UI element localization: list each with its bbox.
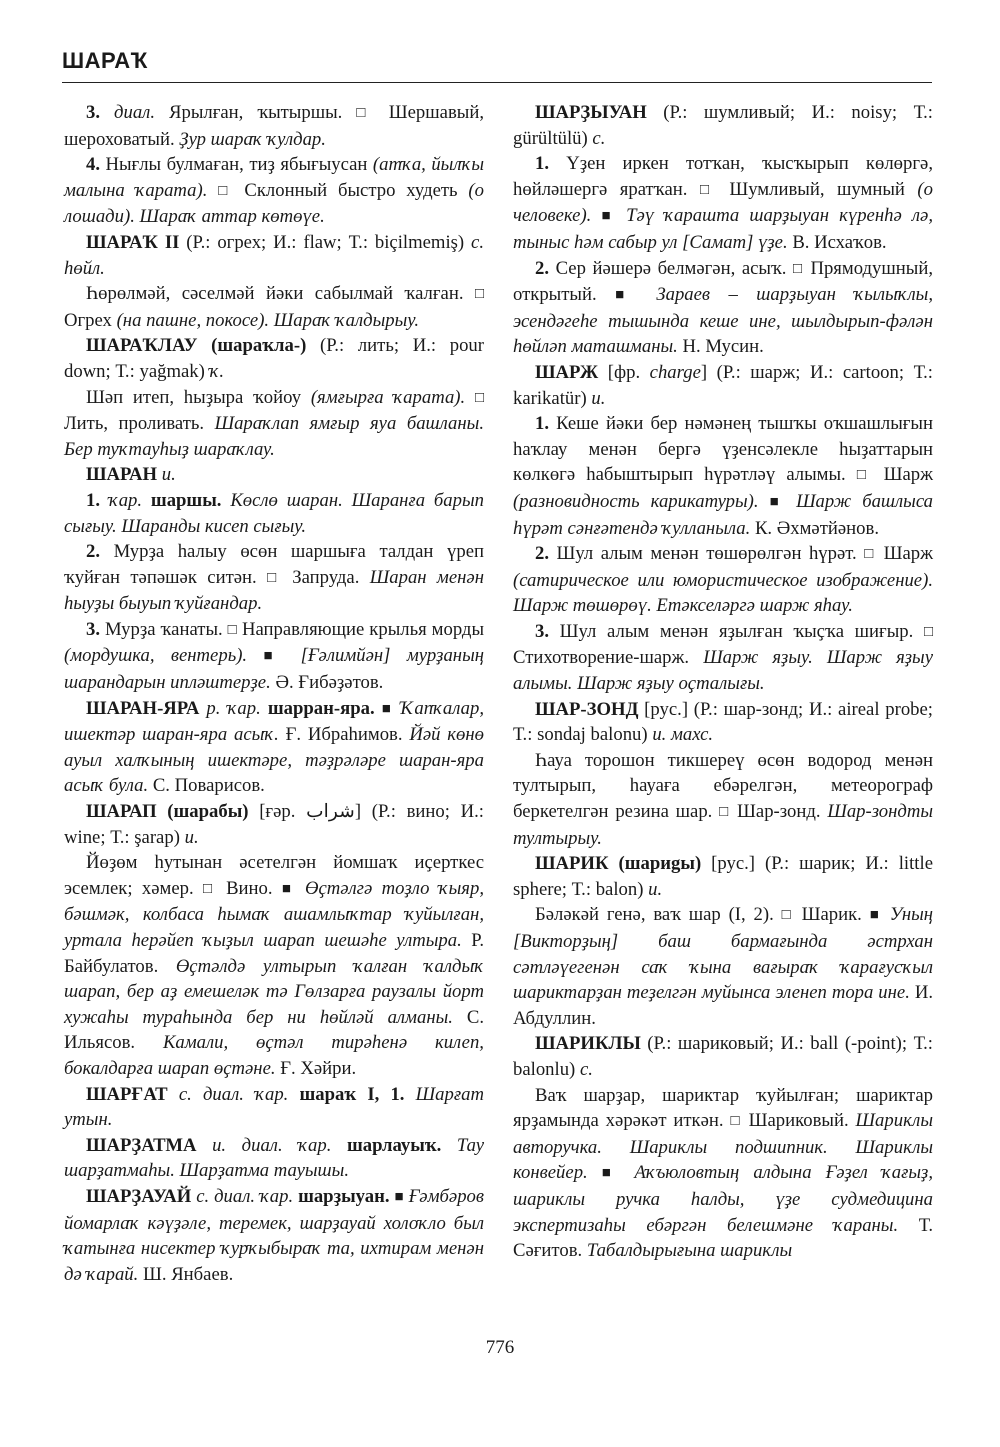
dictionary-paragraph: [64, 799, 484, 850]
body-text: С. Поварисов.: [152, 775, 265, 797]
body-text: (Р.: лить; И.: pour down; Т.: yağmak): [64, 335, 484, 382]
italic-text: и.: [184, 826, 199, 848]
body-text: (Р.: шариковый; И.: ball (-point); Т.: balonlu): [513, 1033, 933, 1080]
body-text: Лить, проливать.: [64, 413, 215, 435]
right-column: [513, 100, 933, 1264]
marker-symbol: ■: [263, 648, 285, 665]
italic-text: (о лошади). Шараҡ аттар көтөүе.: [64, 179, 484, 228]
italic-text: и.: [157, 464, 176, 486]
marker-symbol: □: [474, 389, 484, 406]
dictionary-paragraph: [64, 333, 484, 384]
dictionary-paragraph: [64, 539, 484, 617]
marker-symbol: ■: [615, 287, 638, 304]
dictionary-paragraph: [64, 696, 484, 799]
marker-symbol: □: [218, 182, 234, 199]
italic-text: Йәй көнө ауыл халҡының ишектәре, тәҙрәләре шаран-яра асыҡ була.: [64, 724, 484, 797]
dictionary-paragraph: [513, 541, 933, 619]
headword-text: 3.: [535, 620, 550, 642]
dictionary-paragraph: [64, 100, 484, 152]
dictionary-paragraph: [64, 152, 484, 230]
headword-text: 3.: [86, 618, 101, 640]
headword-text: ШАРҘАУАЙ: [86, 1185, 192, 1207]
headword-text: ШАРҘЫУАН: [535, 102, 647, 123]
body-text: Шариковый.: [741, 1110, 856, 1132]
dictionary-paragraph: [513, 902, 933, 1031]
body-text: Үҙен иркен тотҡан, ҡысҡырып көлөргә, һөйләшергә яратҡан.: [513, 153, 933, 200]
dictionary-paragraph: [513, 411, 933, 541]
italic-text: диал.: [100, 102, 170, 123]
headword-text: 1.: [535, 413, 550, 435]
body-text: [рус.] (Р.: шар-зонд; И.: aireal probe; Т.: sondaj balonu): [513, 698, 933, 746]
italic-text: Аҡъюловтың алдына Ғәҙел ҡағыҙ, шариклы ручка һалды, үҙе судмедицина экспертизаһы ебәргән белешмәне ҡараны.: [513, 1162, 933, 1236]
dictionary-paragraph: [64, 1082, 484, 1133]
dictionary-paragraph: [64, 385, 484, 463]
headword-text: ШАРҒАТ: [86, 1083, 168, 1105]
body-text: [рус.] (Р.: шарик; И.: little sphere; Т.: balon): [513, 853, 933, 900]
body-text: Йөҙөм һутынан әсетелгән йомшаҡ иҫерткес эсемлек; хәмер.: [64, 852, 484, 899]
body-text: Ә. Ғибәҙәтов.: [275, 672, 384, 694]
headword-text: 2.: [535, 543, 550, 565]
headword-text: ШАРҘАТМА: [86, 1134, 197, 1156]
body-text: ] (Р.: шарж; И.: cartoon; Т.: karikatür): [513, 361, 933, 409]
header-headword: ШАРАҠ: [62, 48, 148, 73]
dictionary-paragraph: [64, 281, 484, 333]
headword-text: шарран-яра.: [267, 697, 382, 719]
italic-text: Тәү ҡарашта шарҙыуан күренһә лә, тыныс һәм сабыр ул [Самат] үҙе.: [513, 205, 933, 253]
italic-text: Шарғат утын.: [64, 1083, 484, 1131]
body-text: Склонный быстро худеть: [233, 179, 469, 201]
italic-text: (ямғырға ҡарата).: [310, 386, 475, 408]
body-text: [ғәр. شراب] (Р.: вино; И.: wine; Т.: şarap): [64, 801, 484, 848]
marker-symbol: □: [203, 880, 217, 897]
body-text: Вино.: [216, 877, 282, 899]
body-text: Н. Мусин.: [682, 336, 764, 358]
italic-text: ҡар.: [100, 489, 151, 511]
body-text: Мурҙа һалыу өсөн шаршыға талдан үреп ҡуйған тәпәшәк ситән.: [64, 541, 484, 588]
body-text: Сер йәшерә белмәгән, асыҡ.: [549, 257, 793, 279]
headword-text: 4.: [86, 154, 101, 176]
headword-text: ШАРАН-ЯРА: [86, 697, 200, 719]
headword-text: ШАРИКЛЫ: [535, 1033, 641, 1055]
headword-text: 1.: [535, 153, 550, 175]
marker-symbol: □: [856, 467, 873, 484]
italic-text: Камали, өҫтәл тирәһенә килеп, бокалдарға шарап өҫтәне.: [64, 1032, 484, 1079]
body-text: Ярылған, ҡытыршы.: [169, 102, 357, 123]
body-text: Прямодушный, открытый.: [513, 257, 933, 306]
running-header: [62, 38, 932, 83]
italic-text: и.: [648, 878, 663, 900]
italic-text: Зараев – шарҙыуан ҡылыҡлы, эсендәгеһе тышында кеше ине, шылдырып-фәлән һөйләп маташманы.: [513, 284, 933, 358]
dictionary-paragraph: [64, 617, 484, 696]
body-text: К. Әхмәтйәнов.: [754, 517, 880, 539]
italic-text: Шарж башлыса һүрәт сәнғәтендә ҡулланыла.: [513, 490, 933, 539]
dictionary-paragraph: [513, 851, 933, 902]
italic-text: и. диал. ҡар.: [196, 1134, 347, 1156]
italic-text: (разновидность карикатуры).: [513, 490, 770, 512]
italic-text: charge: [649, 361, 701, 383]
italic-text: (о человеке).: [513, 178, 933, 227]
marker-symbol: □: [781, 907, 794, 924]
dictionary-paragraph: [513, 619, 933, 697]
italic-text: (сатирическое или юмористическое изображение). Шарж төшөрөү. Етәкселәргә шарж яһау.: [513, 569, 933, 617]
body-text: Мурҙа ҡанаты.: [100, 618, 228, 640]
body-text: Запруда.: [281, 566, 370, 588]
marker-symbol: □: [356, 105, 375, 121]
body-text: Шәп итеп, һыҙыра ҡойоу: [86, 386, 311, 408]
body-text: Ш. Янбаев.: [143, 1263, 234, 1285]
italic-text: Шариклы авторучка. Шариклы подшипник. Шариклы конвейер.: [513, 1110, 933, 1184]
marker-symbol: □: [267, 569, 282, 586]
marker-symbol: □: [730, 1113, 742, 1130]
body-text: Бәләкәй генә, ваҡ шар (I, 2).: [535, 904, 782, 926]
headword-text: шараҡ I, 1.: [299, 1083, 416, 1105]
italic-text: с.: [592, 127, 606, 149]
marker-symbol: □: [719, 804, 731, 821]
marker-symbol: □: [923, 623, 933, 640]
italic-text: (атҡа, йылҡы малына ҡарата).: [64, 154, 484, 201]
marker-symbol: ■: [769, 493, 786, 510]
dictionary-paragraph: [64, 488, 484, 539]
dictionary-paragraph: [513, 1031, 933, 1082]
italic-text: с.: [579, 1058, 593, 1080]
italic-text: Тау шарҙатмаһы. Шарҙатма тауышы.: [64, 1134, 484, 1182]
dictionary-paragraph: [513, 256, 933, 360]
headword-text: шаршы.: [150, 489, 231, 511]
italic-text: с. диал. ҡар.: [167, 1083, 300, 1105]
dictionary-paragraph: [513, 360, 933, 411]
body-text: Шул алым менән яҙылған ҡыҫҡа шиғыр.: [549, 620, 924, 642]
body-text: [фр.: [598, 361, 650, 383]
headword-text: 2.: [86, 541, 101, 563]
body-text: Шар-зонд.: [730, 801, 828, 823]
body-text: Ғ. Ибраһимов.: [285, 724, 410, 746]
body-text: (Р.: огрех; И.: flaw; Т.: biçilmemiş): [179, 231, 472, 253]
italic-text: Шаран менән һыуҙы быуып ҡуйғандар.: [64, 566, 484, 615]
marker-symbol: ■: [869, 907, 882, 924]
body-text: Һауа торошон тикшереү өсөн водород менән тултырып, һауаға ебәрелгән, метеорограф беркетелгән резина шар.: [513, 749, 933, 823]
headword-text: ШАРАН: [86, 464, 158, 486]
dictionary-paragraph: [64, 230, 484, 281]
marker-symbol: ■: [601, 1165, 621, 1182]
italic-text: Өҫтәлгә тоҙло ҡыяр, бәшмәк, колбаса һымаҡ ашамлыҡтар ҡуйылған, уртала һерәйеп ҡыҙыл шарап шешәһе ултыра.: [64, 877, 485, 951]
body-text: Направляющие крылья морды: [237, 618, 484, 640]
dictionary-paragraph: [513, 100, 933, 151]
body-text: Р. Байбулатов.: [64, 930, 484, 977]
italic-text: Ҡапҡалар, ишектәр шаран-яра асыҡ.: [64, 697, 484, 746]
dictionary-paragraph: [64, 1133, 484, 1184]
headword-text: ШАР-ЗОНД: [535, 698, 639, 720]
marker-symbol: □: [474, 286, 484, 303]
body-text: И. Абдуллин.: [513, 982, 933, 1029]
headword-text: ШАРАП (шарабы): [86, 801, 249, 823]
italic-text: с. диал. ҡар.: [191, 1185, 299, 1207]
italic-text: Табалдырығына шариклы: [586, 1240, 793, 1262]
body-text: Ғ. Хәйри.: [280, 1057, 357, 1079]
body-text: Ваҡ шарҙар, шариктар ҡуйылған; шариктар ярҙамында хәрәкәт иткән.: [513, 1084, 933, 1132]
dictionary-paragraph: [513, 151, 933, 255]
page-number: 776: [485, 1337, 515, 1358]
italic-text: с. һөйл.: [64, 231, 484, 279]
marker-symbol: □: [227, 621, 238, 638]
dictionary-paragraph: [513, 1083, 933, 1264]
body-text: Огрех: [64, 309, 117, 331]
italic-text: Шараҡлап ямғыр яуа башланы. Бер туҡтауһыҙ шараҡлау.: [64, 413, 484, 460]
italic-text: (на пашне, покосе). Шараҡ ҡалдырыу.: [116, 309, 420, 331]
body-text: Шарж: [872, 464, 934, 486]
dictionary-paragraph: [64, 850, 484, 1081]
headword-text: шарлауыҡ.: [346, 1134, 457, 1156]
dictionary-paragraph: [64, 1184, 484, 1287]
italic-text: ҡ.: [209, 360, 225, 382]
italic-text: р. ҡар.: [199, 697, 268, 719]
headword-text: ШАРИК (шариgы): [535, 853, 702, 875]
italic-text: Көслө шаран. Шаранға барып сығыу. Шаранды кисеп сығыу.: [64, 489, 484, 537]
body-text: (Р.: шумливый; И.: noisy; Т.: gürültülü): [513, 102, 933, 149]
headword-text: шарҙыуан.: [298, 1185, 395, 1207]
marker-symbol: □: [864, 546, 877, 563]
italic-text: Шарж яҙыу. Шарж яҙыу алымы. Шарж яҙыу оҫталығы.: [513, 647, 933, 695]
body-text: Нығлы булмаған, тиҙ ябығыусан: [100, 154, 373, 176]
marker-symbol: ■: [281, 880, 296, 897]
body-text: Шул алым менән төшөрөлгән һүрәт.: [549, 543, 865, 565]
italic-text: Ҙур шараҡ ҡулдар.: [179, 128, 326, 150]
body-text: Шумливый, шумный: [716, 178, 918, 200]
dictionary-paragraph: [513, 697, 933, 748]
italic-text: Шар-зондты тултырыу.: [513, 801, 933, 849]
body-text: Шершавый, шероховатый.: [64, 102, 484, 150]
body-text: Стихотворение-шарж.: [513, 647, 704, 669]
marker-symbol: □: [699, 181, 717, 198]
italic-text: Өҫтәлдә ултырып ҡалған ҡалдыҡ шарап, бер аҙ емешеләк тә Гөлзарға раузалы йорт хужаһы тураһында бер ни һөйләй алманы.: [64, 955, 484, 1028]
left-column: [64, 100, 484, 1287]
headword-text: 3.: [86, 102, 101, 123]
italic-text: (мордушка, вентерь).: [64, 645, 264, 667]
headword-text: ШАРАҠЛАУ (шараҡла-): [86, 335, 307, 357]
headword-text: 1.: [86, 489, 101, 511]
marker-symbol: ■: [394, 1188, 404, 1205]
body-text: Шарж: [876, 543, 934, 565]
body-text: Шарик.: [793, 904, 870, 926]
italic-text: Уның [Викторҙың] баш бармағында әстрхан сәтләүегенән саҡ ҡына вағыраҡ ҡарағусҡыл шариктарҙан теҙелгән муйынса эленеп тора ине.: [513, 904, 934, 1004]
headword-text: ШАРАҠ II: [86, 231, 180, 253]
body-text: Т. Сәғитов.: [513, 1214, 933, 1262]
marker-symbol: ■: [381, 700, 394, 717]
body-text: Кеше йәки бер нәмәнең тышҡы оҡшашлығын һаҡлау менән бергә үҙенсәлекле һыҙаттарын көлкөгә һабыштырып һүрәтләү алымы.: [513, 413, 933, 486]
dictionary-paragraph: [64, 462, 484, 488]
body-text: В. Исхаҡов.: [792, 231, 887, 253]
italic-text: и. махс.: [652, 724, 714, 746]
headword-text: 2.: [535, 257, 550, 279]
italic-text: [Ғәлимйән] мурҙаның шарандарын ипләштерҙе.: [64, 645, 484, 694]
italic-text: и.: [591, 387, 606, 409]
body-text: С. Ильясов.: [64, 1006, 484, 1054]
italic-text: Ғәмбәров йомарлаҡ кәүҙәле, теремек, шарҙауай холоҡло был ҡатынға нисектер ҡурҡыбыраҡ та, ихтирам менән дә ҡарай.: [64, 1185, 485, 1285]
body-text: Һөрөлмәй, сәселмәй йәки сабылмай ҡалған.: [86, 283, 475, 305]
headword-text: ШАРЖ: [535, 361, 599, 383]
dictionary-paragraph: [513, 748, 933, 851]
marker-symbol: ■: [601, 208, 616, 225]
marker-symbol: □: [792, 260, 804, 277]
